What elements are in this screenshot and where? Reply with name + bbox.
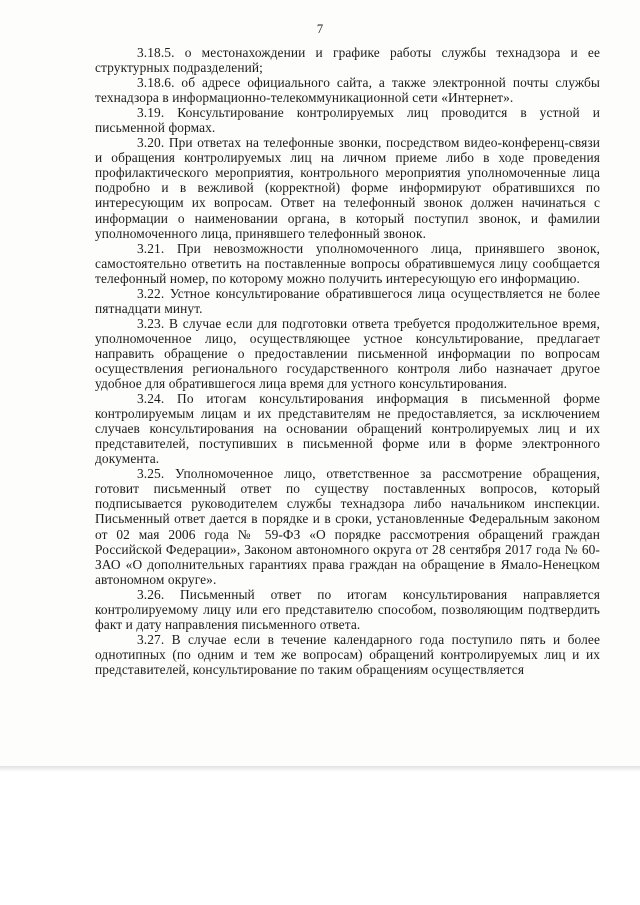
paragraph-3-27: 3.27. В случае если в течение календарного года поступило пять и более однотипных (по одним и тем же вопросам) обращений контролируемых лиц и их представителей, консультирование по таким обращениям осуществляется <box>95 631 600 677</box>
paragraph-3-23: 3.23. В случае если для подготовки ответа требуется продолжительное время, уполномоченное лицо, осуществляющее устное консультирование, предлагает направить обращение о предоставлении письменной информации по вопросам осуществления регионального государственного контроля либо назначает другое удобное для обратившегося лица время для устного консультирования. <box>95 315 600 392</box>
paragraph-3-24: 3.24. По итогам консультирования информация в письменной форме контролируемым лицам и их представителям не предоставляется, за исключением случаев консультирования на основании обращений контролируемых лиц и их представителей, поступивших в письменной форме или в форме электронного документа. <box>95 391 600 467</box>
paragraph-3-22: 3.22. Устное консультирование обратившегося лица осуществляется не более пятнадцати минут. <box>95 285 600 316</box>
paragraph-3-26: 3.26. Письменный ответ по итогам консультирования направляется контролируемому лицу или его представителю способом, позволяющим подтвердить факт и дату направления письменного ответа. <box>95 586 600 632</box>
page-number: 7 <box>316 22 324 36</box>
paragraph-3-18-5: 3.18.5. о местонахождении и графике работы службы технадзора и ее структурных подразделений; <box>95 45 600 76</box>
paragraph-3-19: 3.19. Консультирование контролируемых лиц проводится в устной и письменной формах. <box>95 105 600 136</box>
paragraph-3-25: 3.25. Уполномоченное лицо, ответственное за рассмотрение обращения, готовит письменный ответ по существу поставленных вопросов, который подписывается руководителем службы технадзора либо начальником инспекции. Письменный ответ дается в порядке и в сроки, установленные Федеральным законом от 02 мая 2006 года № 59-ФЗ «О порядке рассмотрения обращений граждан Российской Федерации», Законом автономного округа от 28 сентября 2017 года № 60-ЗАО «О дополнительных гарантиях права граждан на обращение в Ямало-Ненецком автономном округе». <box>95 466 600 587</box>
paragraph-3-18-6: 3.18.6. об адресе официального сайта, а также электронной почты службы технадзора в информационно-телекоммуникационной сети «Интернет». <box>95 75 600 106</box>
document-body <box>95 45 600 677</box>
paragraph-3-21: 3.21. При невозможности уполномоченного лица, принявшего звонок, самостоятельно ответить на поставленные вопросы обратившемуся лицу сообщается телефонный номер, по которому можно получить интересующую его информацию. <box>95 240 600 286</box>
paragraph-3-20: 3.20. При ответах на телефонные звонки, посредством видео-конференц-связи и обращения контролируемых лиц на личном приеме либо в ходе проведения профилактического мероприятия, контрольного мероприятия уполномоченные лица подробно и в вежливой (корректной) форме информируют обратившихся по интересующим их вопросам. Ответ на телефонный звонок должен начинаться с информации о наименовании органа, в который поступил звонок, и фамилии уполномоченного лица, принявшего телефонный звонок. <box>95 135 600 241</box>
scan-edge-shadow <box>0 766 640 772</box>
